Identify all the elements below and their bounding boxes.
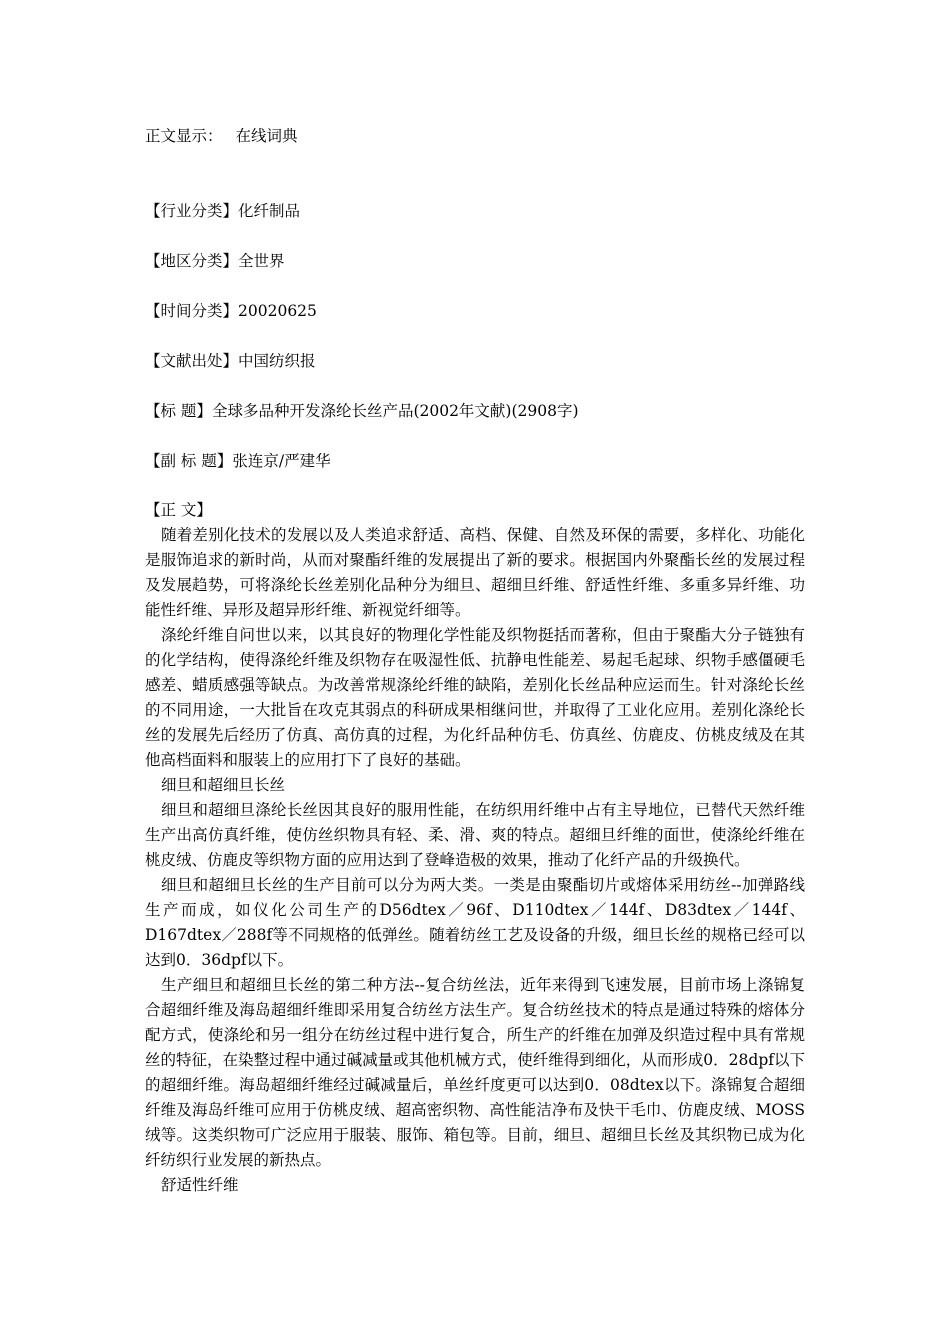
section-heading: 舒适性纤维 bbox=[161, 1176, 239, 1194]
meta-industry bbox=[145, 201, 300, 221]
meta-value: 全世界 bbox=[238, 252, 285, 270]
meta-label: 【标 题】 bbox=[145, 402, 212, 420]
body-text bbox=[145, 523, 805, 1198]
body-paragraph: 生产细旦和超细旦长丝的第二种方法--复合纺丝法，近年来得到飞速发展，目前市场上涤锦复合超细纤维及海岛超细纤维即采用复合纺丝方法生产。复合纺丝技术的特点是通过特殊的熔体分配方式，使涤纶和另一组分在纺丝过程中进行复合，所生产的纤维在加弹及织造过程中具有常规丝的特征，在染整过程中通过碱减量或其他机械方式，使纤维得到细化，从而形成0．28dpf以下的超细纤维。海岛超细纤维经过碱减量后，单丝纤度更可以达到0．08dtex以下。涤锦复合超细纤维及海岛纤维可应用于仿桃皮绒、超高密织物、高性能洁净布及快干毛巾、仿鹿皮绒、MOSS绒等。这类织物可广泛应用于服装、服饰、箱包等。目前，细旦、超细旦长丝及其织物已成为化纤纺织行业发展的新热点。 bbox=[145, 976, 805, 1169]
body-paragraph: 随着差别化技术的发展以及人类追求舒适、高档、保健、自然及环保的需要，多样化、功能化是服饰追求的新时尚，从而对聚酯纤维的发展提出了新的要求。根据国内外聚酯长丝的发展过程及发展趋势，可将涤纶长丝差别化品种分为细旦、超细旦纤维、舒适性纤维、多重多异纤维、功能性纤维、异形及超异形纤维、新视觉纤细等。 bbox=[145, 526, 805, 619]
meta-label: 【地区分类】 bbox=[145, 252, 239, 270]
header-line bbox=[145, 126, 297, 146]
meta-subtitle bbox=[145, 451, 331, 471]
meta-label: 【行业分类】 bbox=[145, 202, 239, 220]
body-paragraph: 细旦和超细旦长丝的生产目前可以分为两大类。一类是由聚酯切片或熔体采用纺丝--加弹路线生产而成，如仪化公司生产的D56dtex／96f、D110dtex／144f、D83dtex／144f、D167dtex／288f等不同规格的低弹丝。随着纺丝工艺及设备的升级，细旦长丝的规格已经可以达到0．36dpf以下。 bbox=[145, 876, 805, 969]
meta-source bbox=[145, 351, 316, 371]
section-heading: 细旦和超细旦长丝 bbox=[161, 776, 286, 794]
display-label: 正文显示： bbox=[145, 127, 223, 145]
meta-label: 【文献出处】 bbox=[145, 352, 239, 370]
meta-label: 【副 标 题】 bbox=[145, 452, 233, 470]
meta-region bbox=[145, 251, 285, 271]
body-paragraph: 涤纶纤维自问世以来，以其良好的物理化学性能及织物挺括而著称，但由于聚酯大分子链独有的化学结构，使得涤纶纤维及织物存在吸湿性低、抗静电性能差、易起毛起球、织物手感僵硬毛感差、蜡质感强等缺点。为改善常规涤纶纤维的缺陷，差别化长丝品种应运而生。针对涤纶长丝的不同用途，一大批旨在攻克其弱点的科研成果相继问世，并取得了工业化应用。差别化涤纶长丝的发展先后经历了仿真、高仿真的过程，为化纤品种仿毛、仿真丝、仿鹿皮、仿桃皮绒及在其他高档面料和服装上的应用打下了良好的基础。 bbox=[145, 626, 805, 769]
meta-value: 全球多品种开发涤纶长丝产品(2002年文献)(2908字) bbox=[211, 402, 579, 420]
dictionary-link[interactable]: 在线词典 bbox=[235, 127, 298, 145]
body-paragraph: 细旦和超细旦涤纶长丝因其良好的服用性能，在纺织用纤维中占有主导地位，已替代天然纤维生产出高仿真纤维，使仿丝织物具有轻、柔、滑、爽的特点。超细旦纤维的面世，使涤纶纤维在桃皮绒、仿鹿皮等织物方面的应用达到了登峰造极的效果，推动了化纤产品的升级换代。 bbox=[145, 801, 805, 869]
meta-date bbox=[145, 301, 317, 321]
meta-value: 张连京/严建华 bbox=[232, 452, 331, 470]
meta-value: 中国纺织报 bbox=[238, 352, 316, 370]
meta-value: 20020625 bbox=[238, 302, 317, 320]
meta-title bbox=[145, 401, 579, 421]
meta-value: 化纤制品 bbox=[238, 202, 301, 220]
meta-label: 【时间分类】 bbox=[145, 302, 239, 320]
body-label: 【正 文】 bbox=[145, 501, 212, 519]
